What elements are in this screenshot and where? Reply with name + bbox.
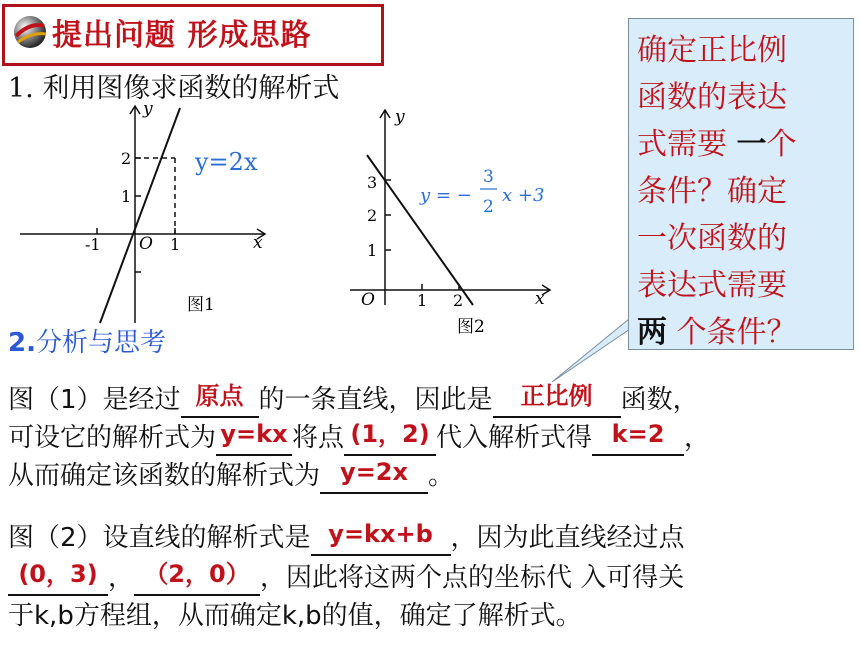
fig1-x-label: x	[253, 233, 263, 253]
text: 函数，	[620, 385, 699, 415]
question-1: 1. 利用图像求函数的解析式	[8, 73, 340, 104]
callout-text: 确定正比例	[637, 33, 787, 68]
callout-text: 式需要	[637, 127, 737, 162]
para1-line1	[8, 382, 699, 418]
sphere-icon	[10, 12, 50, 52]
blank-point-b	[134, 560, 260, 596]
para1-line2	[8, 420, 710, 456]
section-2-heading	[8, 322, 166, 359]
text: 。	[428, 461, 455, 491]
blank-point-a	[8, 560, 108, 596]
callout-emphasis: 一	[736, 127, 767, 162]
answer-point: (1，2)	[350, 420, 430, 448]
answer-point-a: (0，3)	[18, 560, 98, 588]
text: ，因为此直线经过点	[450, 523, 685, 553]
answer-result: y=2x	[340, 458, 408, 486]
blank-proportional	[493, 382, 621, 418]
callout-text: 表达式需要	[637, 268, 787, 303]
text: 图（2）设直线的解析式是	[8, 523, 311, 553]
callout-text: 条件？确定	[637, 174, 787, 209]
answer-point-b: （2，0）	[144, 560, 250, 588]
fig2-origin: O	[361, 290, 375, 310]
fig2-tick-x-2: 2	[453, 291, 464, 310]
fig2-tick-y-1: 1	[367, 241, 378, 260]
fig1-tick-x-neg1: -1	[85, 235, 101, 254]
text: ，	[108, 563, 135, 593]
text: 图（1）是经过	[8, 385, 181, 415]
fig1-tick-y-1: 1	[121, 187, 132, 206]
callout-box	[628, 18, 854, 350]
text: 将点	[292, 423, 345, 453]
fig1-tick-y-2: 2	[121, 149, 132, 168]
callout-line	[637, 168, 845, 215]
callout-line	[637, 121, 845, 168]
fig1-origin: O	[139, 234, 153, 254]
para2-line1	[8, 520, 685, 556]
figure-1	[15, 98, 270, 328]
callout-text: 函数的表达	[637, 80, 787, 115]
page-title: 提出问题 形成思路	[52, 18, 312, 53]
blank-ykxb	[311, 520, 451, 556]
callout-text: 个条件？	[667, 315, 797, 350]
callout-line	[637, 74, 845, 121]
fig2-eq-prefix: y = −	[420, 185, 472, 206]
fig1-tick-x-1: 1	[170, 235, 181, 254]
fig2-caption: 图2	[457, 317, 485, 337]
text: 从而确定该函数的解析式为	[8, 461, 321, 491]
fig2-tick-x-1: 1	[417, 291, 428, 310]
fig2-eq-suffix: x +3	[502, 185, 545, 206]
blank-ykx	[216, 420, 292, 456]
callout-line	[637, 309, 845, 356]
blank-result	[320, 458, 428, 494]
answer-ykx: y=kx	[220, 420, 288, 448]
blank-origin	[181, 382, 259, 418]
callout-text: 一次函数的	[637, 221, 787, 256]
fig1-caption: 图1	[187, 295, 215, 315]
callout-line	[637, 262, 845, 309]
callout-emphasis: 两	[637, 315, 667, 350]
answer-origin: 原点	[195, 382, 244, 410]
text: 可设它的解析式为	[8, 423, 217, 453]
answer-proportional: 正比例	[520, 382, 593, 410]
fig2-eq-den: 2	[483, 197, 494, 217]
section-2-title: 分析与思考	[35, 328, 166, 358]
section-2-number: 2.	[8, 328, 36, 358]
figure-2	[345, 100, 560, 340]
para2-line3	[8, 598, 582, 634]
text: ，因此将这两个点的坐标代 入可得关	[260, 563, 685, 593]
fig2-y-label: y	[395, 107, 405, 127]
fig2-equation	[419, 167, 544, 217]
blank-k	[592, 420, 684, 456]
callout-line	[637, 215, 845, 262]
para2-line2	[8, 560, 684, 596]
fig1-y-label: y	[143, 99, 153, 119]
fig1-equation: y=2x	[195, 148, 258, 176]
fig2-x-label: x	[535, 289, 545, 309]
answer-k: k=2	[611, 420, 665, 448]
answer-ykxb: y=kx+b	[328, 520, 433, 548]
callout-line	[637, 27, 845, 74]
blank-point	[344, 420, 436, 456]
fig2-tick-y-3: 3	[367, 173, 378, 192]
text: 代入解析式得	[436, 423, 593, 453]
fig2-eq-num: 3	[483, 167, 494, 187]
text: 的一条直线，因此是	[258, 385, 493, 415]
para1-line3	[8, 458, 454, 494]
fig2-tick-y-2: 2	[367, 206, 378, 225]
text: ，	[684, 423, 711, 453]
text: 于k,b方程组，从而确定k,b的值，确定了解析式。	[8, 601, 582, 631]
callout-text: 个	[766, 127, 797, 162]
